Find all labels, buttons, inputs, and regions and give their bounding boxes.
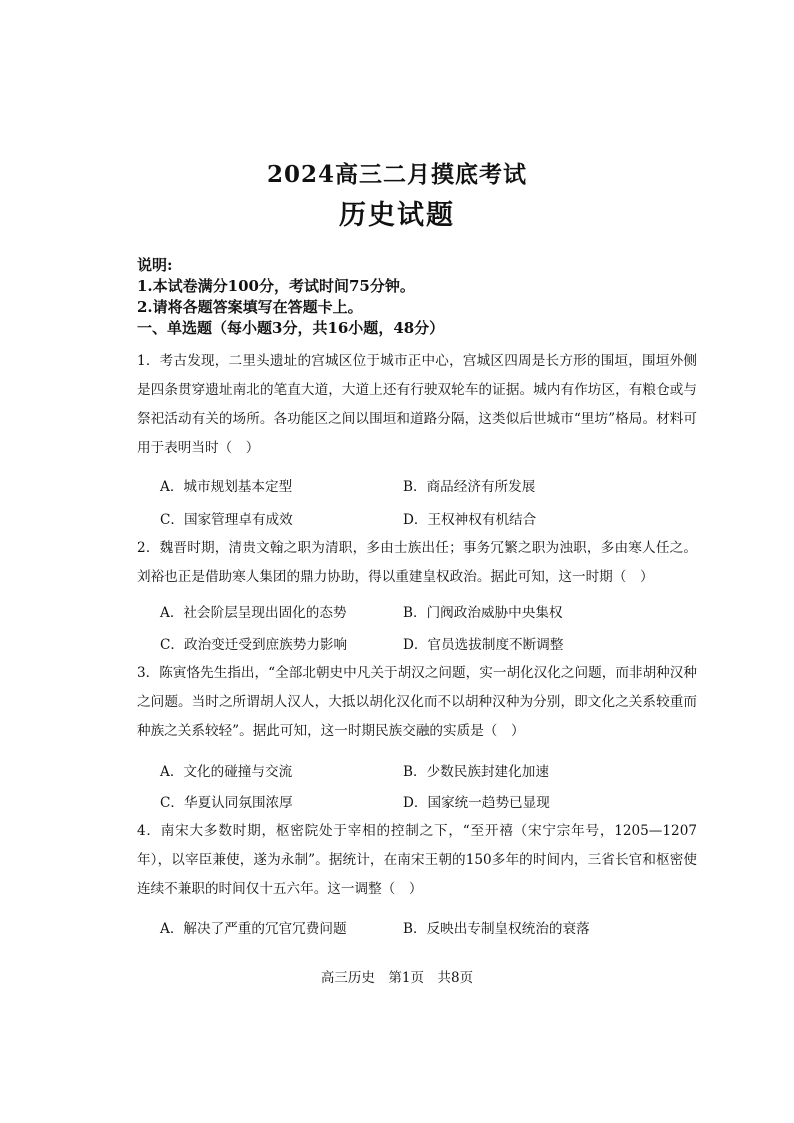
question-3-text: 3．陈寅恪先生指出，“全部北朝史中凡关于胡汉之问题，实一胡化汉化之问题，而非胡种汉种之问题。当时之所谓胡人汉人，大抵以胡化汉化而不以胡种汉种为分别，即文化之关系较重而种族之关系较轻”。据此可知，这一时期民族交融的实质是（ ）: [137, 665, 697, 739]
page-footer: 高三历史 第1页 共8页: [320, 970, 474, 986]
instruction-item: 1.本试卷满分100分，考试时间75分钟。: [137, 277, 415, 295]
option-d: D．国家统一趋势已显现: [403, 795, 550, 811]
question-1-text: 1．考古发现，二里头遗址的宫城区位于城市正中心，宫城区四周是长方形的围垣，围垣外侧是四条贯穿遗址南北的笔直大道，大道上还有行驶双轮车的证据。城内有作坊区，有粮仓或与祭祀活动有关的场所。各功能区之间以围垣和道路分隔，这类似后世城市“里坊”格局。材料可用于表明当时（ ）: [137, 353, 697, 456]
question-2-text: 2．魏晋时期，清贵文翰之职为清职，多由士族出任；事务冗繁之职为浊职，多由寒人任之。刘裕也正是借助寒人集团的鼎力协助，得以重建皇权政治。据此可知，这一时期（ ）: [137, 540, 697, 585]
option-b: B．门阀政治威胁中央集权: [403, 605, 563, 621]
exam-title: 2024高三二月摸底考试: [266, 161, 527, 188]
option-a: A．解决了严重的冗官冗费问题: [160, 921, 347, 937]
option-c: C．政治变迁受到庶族势力影响: [160, 637, 348, 653]
instructions-label: 说明:: [137, 256, 173, 274]
option-d: D．官员选拔制度不断调整: [403, 637, 564, 653]
option-d: D．王权神权有机结合: [403, 512, 537, 528]
option-a: A．社会阶层呈现出固化的态势: [160, 605, 347, 621]
option-b: B．少数民族封建化加速: [403, 764, 549, 780]
option-b: B．反映出专制皇权统治的衰落: [403, 921, 590, 937]
instructions: [137, 255, 697, 339]
instruction-item: 2.请将各题答案填写在答题卡上。: [137, 298, 363, 316]
section-heading: 一、单选题（每小题3分，共16小题，48分）: [137, 319, 445, 337]
subject-title: 历史试题: [339, 200, 455, 231]
option-c: C．华夏认同氛围浓厚: [160, 795, 293, 811]
option-a: A．城市规划基本定型: [160, 479, 293, 495]
question-4-text: 4．南宋大多数时期，枢密院处于宰相的控制之下，“至开禧（宋宁宗年号，1205—1207年），以宰臣兼使，遂为永制”。据统计，在南宋王朝的150多年的时间内，三省长官和枢密使连续不兼职的时间仅十五六年。这一调整（ ）: [137, 823, 697, 897]
option-a: A．文化的碰撞与交流: [160, 764, 293, 780]
option-b: B．商品经济有所发展: [403, 479, 536, 495]
option-c: C．国家管理卓有成效: [160, 512, 293, 528]
